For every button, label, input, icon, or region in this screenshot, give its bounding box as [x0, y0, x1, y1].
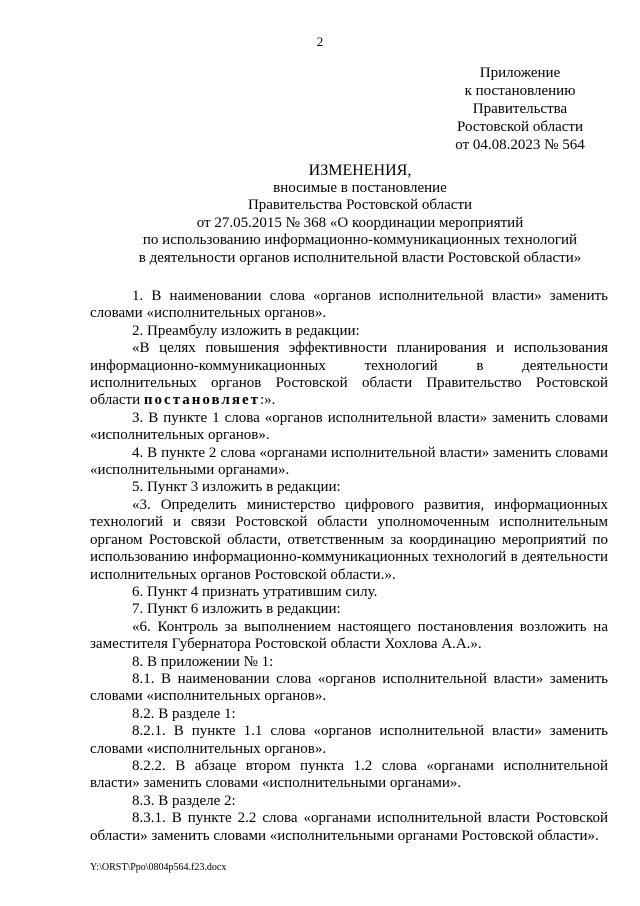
heading-line: по использованию информационно-коммуникационных технологий: [142, 232, 578, 249]
heading-line: в деятельности органов исполнительной власти Ростовской области»: [138, 249, 582, 266]
annex-line: Правительства: [472, 101, 568, 117]
document-title: ИЗМЕНЕНИЯ,: [308, 162, 412, 179]
paragraph: 8.2.2. В абзаце втором пункта 1.2 слова «органами исполнительной власти» заменить словами «исполнительными органами».: [90, 757, 608, 792]
emphasized-word: постановляет: [143, 392, 260, 409]
paragraph: «3. Определить министерство цифрового развития, информационных технологий и связи Ростовской области уполномоченным исполнительным органом Ростовской области, ответственным за координацию мероприятий по использованию информационно-коммуникационных технологий в деятельности исполнительных органов Ростовской области.».: [90, 496, 608, 583]
file-path-footer: Y:\ORST\Ppo\0804p564.f23.docx: [90, 862, 227, 873]
paragraph: 5. Пункт 3 изложить в редакции:: [132, 479, 341, 496]
paragraph: 1. В наименовании слова «органов исполнительной власти» заменить словами «исполнительных органов».: [90, 288, 608, 322]
heading-line: Правительства Ростовской области: [247, 197, 473, 214]
paragraph-text: «В целях повышения эффективности планирования и использования информационно-коммуникационных технологий в деятельности исполнительных органов Ростовской области Правительство Ростовской области: [90, 340, 608, 409]
paragraph: 8. В приложении № 1:: [132, 653, 274, 670]
paragraph: 8.2.1. В пункте 1.1 слова «органов исполнительной власти» заменить словами «исполнительных органов».: [90, 723, 608, 757]
paragraph: 8.3. В разделе 2:: [132, 792, 236, 809]
paragraph: 8.3.1. В пункте 2.2 слова «органами исполнительной власти Ростовской области» заменить словами «исполнительными органами Ростовской области».: [90, 810, 608, 844]
annex-line: Приложение: [479, 65, 561, 81]
annex-line: от 04.08.2023 № 564: [455, 137, 585, 153]
paragraph: 7. Пункт 6 изложить в редакции:: [132, 601, 341, 618]
paragraph-text: :».: [260, 392, 276, 409]
paragraph: 6. Пункт 4 признать утратившим силу.: [132, 583, 378, 600]
paragraph: 2. Преамбулу изложить в редакции:: [132, 322, 360, 339]
heading-line: вносимые в постановление: [273, 179, 447, 196]
paragraph: [90, 340, 608, 410]
paragraph: 8.2. В разделе 1:: [132, 705, 236, 722]
paragraph: 3. В пункте 1 слова «органов исполнительной власти» заменить словами «исполнительных органов».: [90, 409, 608, 444]
annex-line: Ростовской области: [457, 119, 583, 135]
heading-line: от 27.05.2015 № 368 «О координации мероприятий: [196, 214, 524, 231]
paragraph: 4. В пункте 2 слова «органами исполнительной власти» заменить словами «исполнительными органами».: [90, 444, 608, 479]
page-number: 2: [316, 34, 324, 49]
annex-line: к постановлению: [464, 83, 576, 99]
paragraph: «6. Контроль за выполнением настоящего постановления возложить на заместителя Губернатора Ростовской области Хохлова А.А.».: [90, 618, 608, 653]
document-heading: [80, 162, 640, 268]
document-body: [90, 288, 608, 845]
annex-header: [440, 64, 600, 154]
paragraph: 8.1. В наименовании слова «органов исполнительной власти» заменить словами «исполнительных органов».: [90, 670, 608, 705]
